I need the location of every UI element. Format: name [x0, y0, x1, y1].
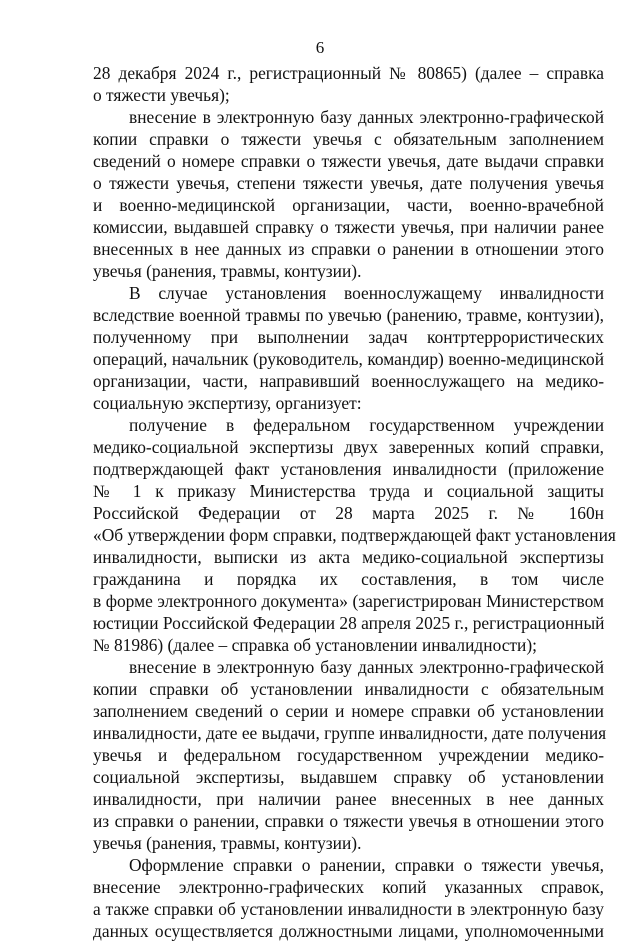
text-line: копии справки о тяжести увечья с обязательным заполнением [93, 129, 604, 149]
text-line: инвалидности, дате ее выдачи, группе инвалидности, дате получения [93, 723, 607, 743]
text-line: получение в федеральном государственном учреждении [129, 415, 604, 435]
text-line: полученному при выполнении задач контртеррористических [93, 327, 604, 347]
text-line: В случае установления военнослужащему инвалидности [129, 283, 604, 303]
page-number: 6 [315, 38, 325, 57]
text-line: «Об утверждении форм справки, подтверждающей факт установления [93, 525, 616, 545]
text-line: о тяжести увечья); [93, 85, 230, 105]
text-line: внесенных в нее данных из справки о ранении в отношении этого [93, 239, 604, 259]
text-line: Российской Федерации от 28 марта 2025 г. № 160н [93, 503, 604, 523]
text-line: а также справки об установлении инвалидности в электронную базу [93, 899, 604, 919]
text-line: инвалидности, при наличии ранее внесенных в нее данных [93, 789, 604, 809]
text-line: подтверждающей факт установления инвалидности (приложение [93, 459, 604, 479]
text-line: гражданина и порядка их составления, в том числе [93, 569, 604, 589]
text-line: социальную экспертизу, организует: [93, 393, 362, 413]
text-line: операций, начальник (руководитель, командир) военно-медицинской [93, 349, 604, 369]
text-line: сведений о номере справки о тяжести увечья, дате выдачи справки [93, 151, 604, 171]
text-line: внесение в электронную базу данных электронно-графической [129, 657, 604, 677]
document-body [93, 62, 616, 942]
text-line: организации, части, направивший военнослужащего на медико- [93, 371, 604, 391]
text-line: увечья (ранения, травмы, контузии). [93, 261, 362, 281]
text-line: и военно-медицинской организации, части, военно-врачебной [93, 195, 604, 215]
text-line: инвалидности, выписки из акта медико-социальной экспертизы [93, 547, 604, 567]
text-line: № 81986) (далее – справка об установлении инвалидности); [93, 635, 537, 655]
text-line: № 1 к приказу Министерства труда и социальной защиты [93, 481, 604, 501]
text-line: в форме электронного документа» (зарегистрирован Министерством [93, 591, 604, 611]
text-line: медико-социальной экспертизы двух заверенных копий справки, [93, 437, 604, 457]
text-line: комиссии, выдавшей справку о тяжести увечья, при наличии ранее [93, 217, 604, 237]
text-line: увечья и федеральном государственном учреждении медико- [93, 745, 604, 765]
text-line: о тяжести увечья, степени тяжести увечья, дате получения увечья [93, 173, 604, 193]
text-line: увечья (ранения, травмы, контузии). [93, 833, 362, 853]
text-line: внесение электронно-графических копий указанных справок, [93, 877, 604, 897]
text-line: социальной экспертизы, выдавшем справку об установлении [93, 767, 604, 787]
text-line: внесение в электронную базу данных электронно-графической [129, 107, 604, 127]
text-line: 28 декабря 2024 г., регистрационный № 80865) (далее – справка [93, 63, 604, 83]
text-line: из справки о ранении, справки о тяжести увечья в отношении этого [93, 811, 604, 831]
text-line: юстиции Российской Федерации 28 апреля 2025 г., регистрационный [93, 613, 605, 633]
text-line: копии справки об установлении инвалидности с обязательным [93, 679, 604, 699]
text-line: данных осуществляется должностными лицами, уполномоченными [93, 921, 604, 941]
text-line: вследствие военной травмы по увечью (ранению, травме, контузии), [93, 305, 604, 325]
text-line: заполнением сведений о серии и номере справки об установлении [93, 701, 604, 721]
text-line: Оформление справки о ранении, справки о тяжести увечья, [129, 855, 604, 875]
